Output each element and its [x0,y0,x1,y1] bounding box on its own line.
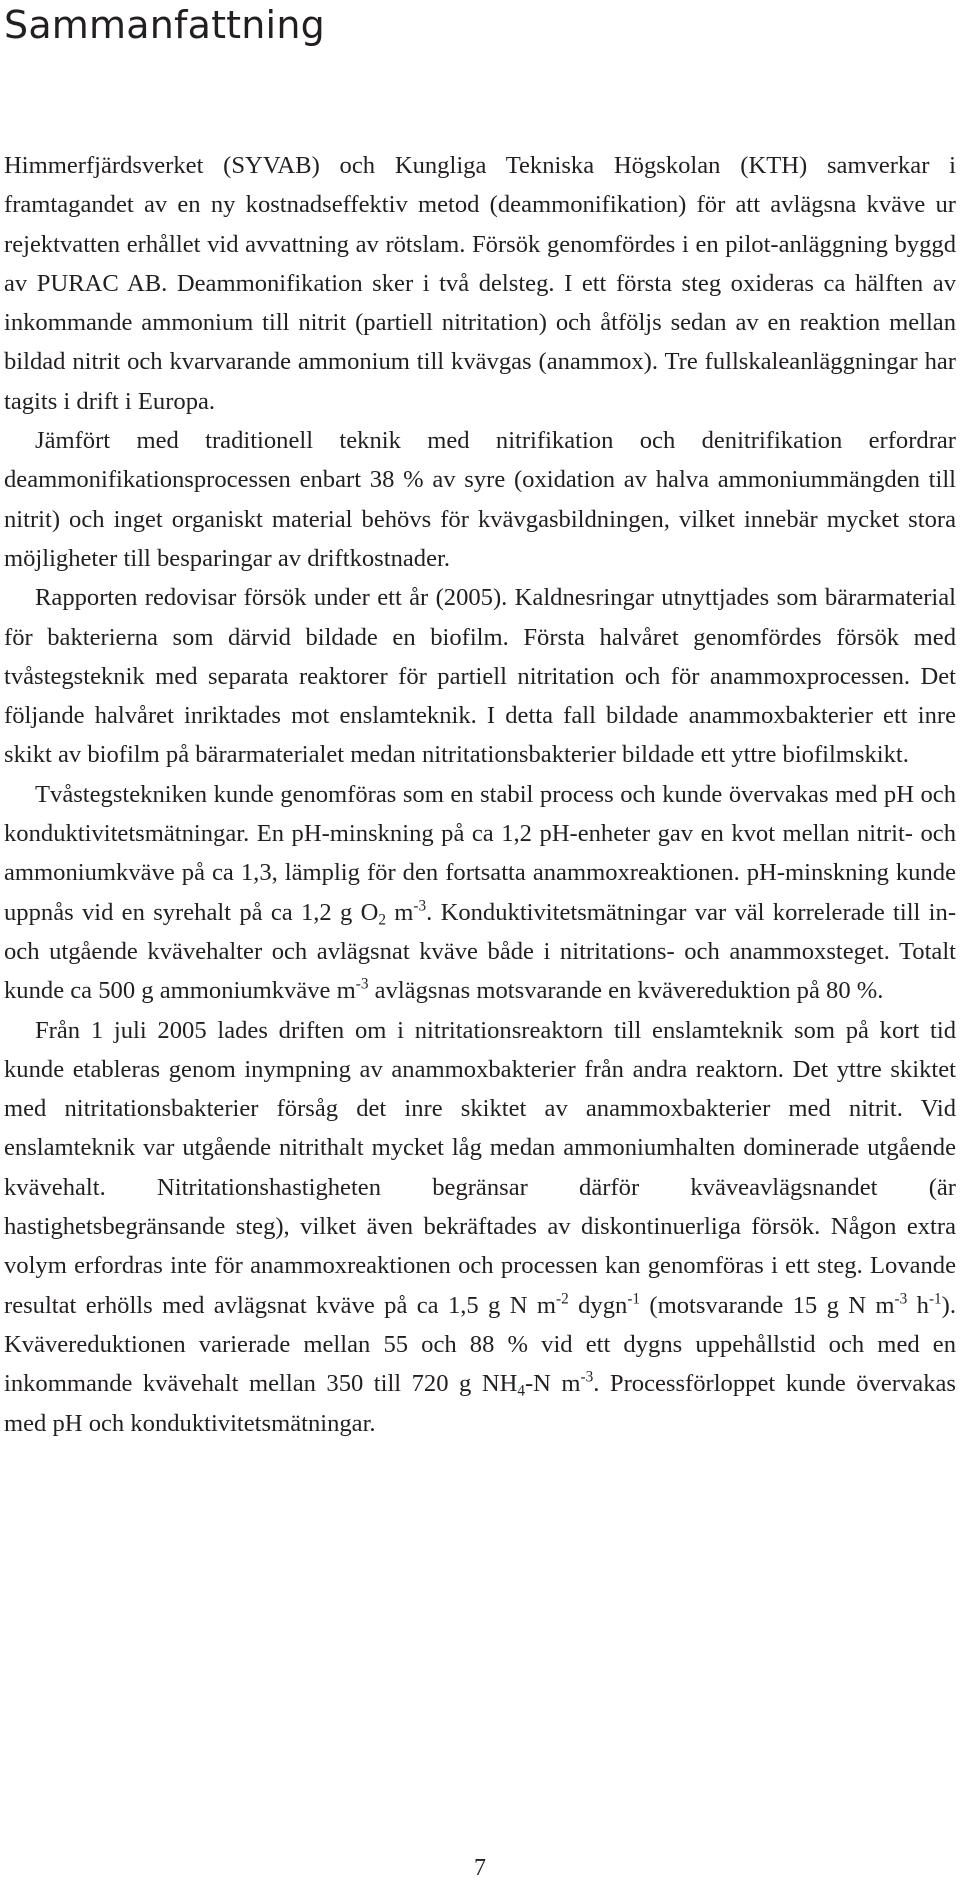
text-run: Jämfört med traditionell teknik med nitrifikation och denitrifikation erfordrar deammonifikationsprocessen enbart 38 % av syre (oxidation av halva ammoniummängden till nitrit) och inget organiskt material behövs för kvävgasbildningen, vilket innebär mycket stora möjligheter till besparingar av driftkostnader. [4,427,956,572]
page-number: 7 [474,1855,486,1881]
text-run: . Konduktivitetsmätningar var väl korrelerade till in- och utgående kvävehalter och avlägsnat kväve både i nitritations- och anammoxsteget. Totalt kunde ca 500 g ammoniumkväve m [4,898,957,1005]
text-run: m [385,898,414,926]
page-title: Sammanfattning [4,3,325,47]
superscript: -3 [580,1368,594,1386]
text-run: Himmerfjärdsverket (SYVAB) och Kungliga Tekniska Högskolan (KTH) samverkar i framtagandet av en ny kostnadseffektiv metod (deammonifikation) för att avlägsna kväve ur rejektvatten erhållet vid avvattning av rötslam. Försök genomfördes i en pilot-anläggning byggd av PURAC AB. Deammonifikation sker i två delsteg. I ett första steg oxideras ca hälften av inkommande ammonium till nitrit (partiell nitritation) och åtföljs sedan av en reaktion mellan bildad nitrit och kvarvarande ammonium till kvävgas (anammox). Tre fullskaleanläggningar har tagits i drift i Europa. [4,152,956,415]
paragraph-3 [4,578,956,774]
text-run: Rapporten redovisar försök under ett år (2005). Kaldnesringar utnyttjades som bärarmaterial för bakterierna som därvid bildade en biofilm. Första halvåret genomfördes försök med tvåstegsteknik med separata reaktorer för partiell nitritation och för anammoxprocessen. Det följande halvåret inriktades mot enslamteknik. I detta fall bildade anammoxbakterier ett inre skikt av biofilm på bärarmaterialet medan nitritationsbakterier bildade ett yttre biofilmskikt. [4,584,956,769]
superscript: -1 [928,1290,942,1308]
subscript: 2 [378,911,386,929]
text-run: ). Kvävereduktionen varierade mellan 55 och 88 % vid ett dygns uppehållstid och med en inkommande kvävehalt mellan 350 till 720 g NH [4,1291,957,1398]
superscript: -3 [413,897,427,915]
paragraph-4 [4,775,956,1011]
text-run: -N m [524,1370,581,1398]
text-run: . Processförloppet kunde övervakas med pH och konduktivitetsmätningar. [4,1370,956,1437]
text-run: h [907,1291,929,1319]
paragraph-5 [4,1011,956,1443]
superscript: -2 [556,1290,569,1308]
text-run: (motsvarande 15 g N m [640,1291,895,1319]
text-run: Från 1 juli 2005 lades driften om i nitritationsreaktorn till enslamteknik som på kort tid kunde etableras genom inympning av anammoxbakterier från andra reaktorn. Det yttre skiktet med nitritationsbakterier försåg det inre skiktet av anammoxbakterier med nitrit. Vid enslamteknik var utgående nitrithalt mycket låg medan ammoniumhalten dominerade utgående kvävehalt. Nitritationshastigheten begränsar därför kväveavlägsnandet (är hastighetsbegränsande steg), vilket även bekräftades av diskontinuerliga försök. Någon extra volym erfordras inte för anammoxreaktionen och processen kan genomföras i ett steg. Lovande resultat erhölls med avlägsnat kväve på ca 1,5 g N m [4,1016,956,1319]
superscript: -3 [355,975,369,993]
subscript: 4 [517,1382,525,1400]
superscript: -1 [627,1290,641,1308]
paragraph-1 [4,146,956,421]
text-run: dygn [568,1291,628,1319]
text-run: Tvåstegstekniken kunde genomföras som en stabil process och kunde övervakas med pH och konduktivitetsmätningar. En pH-minskning på ca 1,2 pH-enheter gav en kvot mellan nitrit- och ammoniumkväve på ca 1,3, lämplig för den fortsatta anammoxreaktionen. pH-minskning kunde uppnås vid en syrehalt på ca 1,2 g O [4,780,956,926]
text-run: avlägsnas motsvarande en kvävereduktion på 80 %. [368,977,884,1005]
superscript: -3 [894,1290,908,1308]
summary-body [4,146,956,1443]
paragraph-2 [4,421,956,578]
